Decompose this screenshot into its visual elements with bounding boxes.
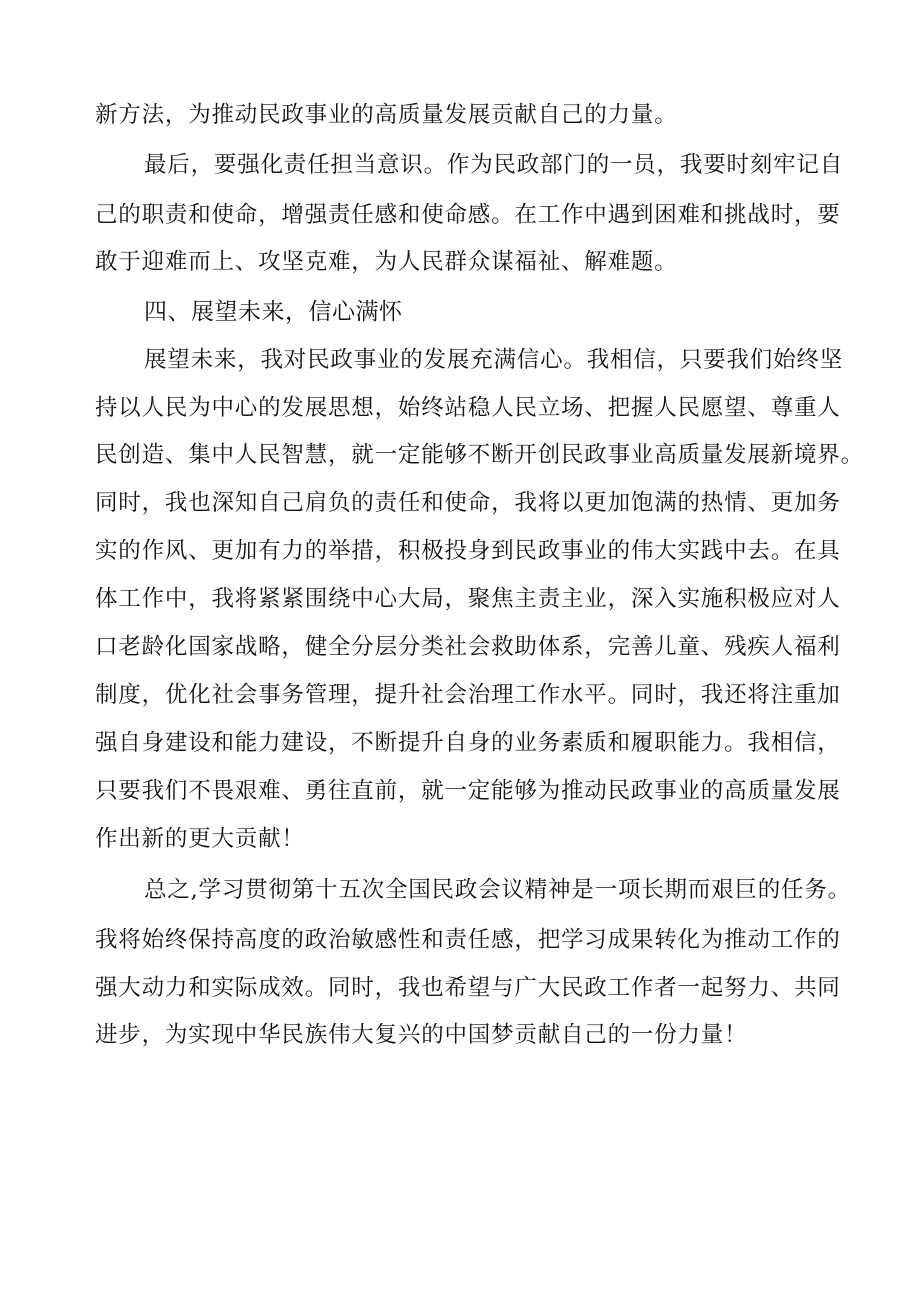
paragraph-4-line-3: 强大动力和实际成效。同时，我也希望与广大民政工作者一起努力、共同 bbox=[95, 975, 841, 1001]
section-heading: 四、展望未来，信心满怀 bbox=[144, 299, 403, 325]
paragraph-1-line-1: 新方法，为推动民政事业的高质量发展贡献自己的力量。 bbox=[95, 102, 678, 128]
paragraph-4-line-1: 总之,学习贯彻第十五次全国民政会议精神是一项长期而艰巨的任务。 bbox=[144, 877, 851, 903]
paragraph-3-line-6: 体工作中，我将紧紧围绕中心大局，聚焦主责主业，深入实施积极应对人 bbox=[95, 586, 841, 612]
paragraph-3-line-3: 民创造、集中人民智慧，就一定能够不断开创民政事业高质量发展新境界。 bbox=[95, 442, 864, 468]
paragraph-3-line-10: 只要我们不畏艰难、勇往直前，就一定能够为推动民政事业的高质量发展 bbox=[95, 778, 841, 804]
paragraph-3-line-4: 同时，我也深知自己肩负的责任和使命，我将以更加饱满的热情、更加务 bbox=[95, 490, 841, 516]
paragraph-3-line-9: 强自身建设和能力建设，不断提升自身的业务素质和履职能力。我相信， bbox=[95, 730, 841, 756]
paragraph-3-line-2: 持以人民为中心的发展思想，始终站稳人民立场、把握人民愿望、尊重人 bbox=[95, 395, 841, 421]
paragraph-3-line-8: 制度，优化社会事务管理，提升社会治理工作水平。同时，我还将注重加 bbox=[95, 682, 841, 708]
paragraph-2-line-2: 己的职责和使命，增强责任感和使命感。在工作中遇到困难和挑战时，要 bbox=[95, 202, 841, 228]
paragraph-3-line-7: 口老龄化国家战略，健全分层分类社会救助体系，完善儿童、残疾人福利 bbox=[95, 634, 841, 660]
paragraph-2-line-3: 敢于迎难而上、攻坚克难，为人民群众谋福祉、解难题。 bbox=[95, 249, 678, 275]
paragraph-4-line-4: 进步，为实现中华民族伟大复兴的中国梦贡献自己的一份力量！ bbox=[95, 1022, 748, 1048]
paragraph-2-line-1: 最后，要强化责任担当意识。作为民政部门的一员，我要时刻牢记自 bbox=[144, 152, 844, 178]
paragraph-3-line-1: 展望未来，我对民政事业的发展充满信心。我相信，只要我们始终坚 bbox=[144, 347, 844, 373]
paragraph-3-line-5: 实的作风、更加有力的举措，积极投身到民政事业的伟大实践中去。在具 bbox=[95, 538, 841, 564]
paragraph-3-line-11: 作出新的更大贡献！ bbox=[95, 826, 305, 852]
paragraph-4-line-2: 我将始终保持高度的政治敏感性和责任感，把学习成果转化为推动工作的 bbox=[95, 927, 841, 953]
